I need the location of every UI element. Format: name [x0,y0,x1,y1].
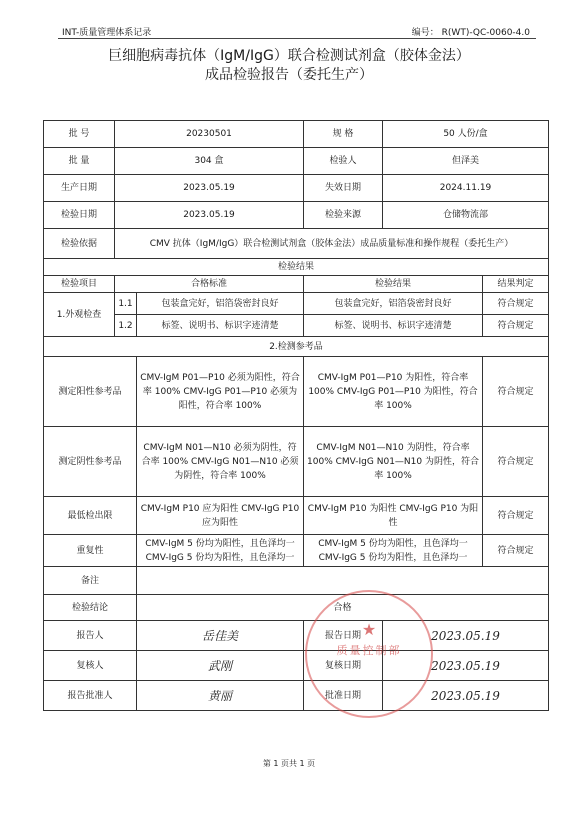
production-date-label: 生产日期 [44,175,115,202]
results-header-row [44,276,549,293]
source-value: 仓储物流部 [383,202,549,229]
reference-section-row [44,337,549,357]
page-number: 第 1 页共 1 页 [262,759,316,768]
info-row-test [44,202,549,229]
reference-result: CMV-IgM 5 份均为阳性，且色泽均一 CMV-IgG 5 份均为阳性，且色泽均一 [304,535,483,567]
header-doc-number: 编号： R(WT)-QC-0060-4.0 [411,28,530,38]
expiry-date-value: 2024.11.19 [383,175,549,202]
appearance-result: 包装盒完好，铝箔袋密封良好 [304,293,483,315]
appearance-standard: 包装盒完好，铝箔袋密封良好 [137,293,304,315]
results-section-title: 检验结果 [44,259,549,276]
reference-row-positive [44,357,549,427]
reference-judgement: 符合规定 [483,427,549,497]
appearance-result: 标签、说明书、标识字迹清楚 [304,315,483,337]
info-row-basis [44,229,549,259]
info-row-dates [44,175,549,202]
reference-label: 最低检出限 [44,497,137,535]
header-divider [58,38,536,39]
appearance-item-no: 1.1 [115,293,137,315]
reference-row-lod [44,497,549,535]
stamp-star-icon: ★ [361,620,377,639]
reference-section-title: 2.检测参考品 [44,337,549,357]
signoff-row-reporter [44,621,549,651]
report-title: 巨细胞病毒抗体（IgM/IgG）联合检测试剂盒（胶体金法） [108,48,470,64]
col-header-result: 检验结果 [304,276,483,293]
col-header-item: 检验项目 [44,276,115,293]
expiry-date-label: 失效日期 [304,175,383,202]
reference-label: 重复性 [44,535,137,567]
spec-label: 规 格 [304,121,383,148]
col-header-judgement: 结果判定 [483,276,549,293]
reference-result: CMV-IgM N01—N10 为阴性，符合率 100% CMV-IgG N01—N10 为阴性，符合率 100% [304,427,483,497]
reference-judgement: 符合规定 [483,497,549,535]
appearance-judgement: 符合规定 [483,315,549,337]
reference-standard: CMV-IgM N01—N10 必须为阴性，符合率 100% CMV-IgG N01—N10 必须为阴性，符合率 100% [137,427,304,497]
appearance-judgement: 符合规定 [483,293,549,315]
remarks-label: 备注 [44,567,137,595]
approver-label: 报告批准人 [44,681,137,711]
appearance-item-no: 1.2 [115,315,137,337]
remarks-row [44,567,549,595]
reference-standard: CMV-IgM P10 应为阳性 CMV-IgG P10 应为阳性 [137,497,304,535]
inspector-label: 检验人 [304,148,383,175]
inspection-report-table [43,120,549,711]
reference-judgement: 符合规定 [483,357,549,427]
results-section-row [44,259,549,276]
appearance-row-1 [44,293,549,315]
appearance-label: 1.外观检查 [44,293,115,337]
basis-label: 检验依据 [44,229,115,259]
reporter-signature: 岳佳美 [137,621,304,651]
source-label: 检验来源 [304,202,383,229]
batch-label: 批 号 [44,121,115,148]
remarks-value [137,567,549,595]
reference-standard: CMV-IgM 5 份均为阳性，且色泽均一 CMV-IgG 5 份均为阳性，且色泽均一 [137,535,304,567]
signoff-row-reviewer [44,651,549,681]
quantity-label: 批 量 [44,148,115,175]
info-row-quantity [44,148,549,175]
info-row-batch [44,121,549,148]
reference-row-repeatability [44,535,549,567]
production-date-value: 2023.05.19 [115,175,304,202]
report-date-label: 报告日期 [304,621,383,651]
basis-value: CMV 抗体（IgM/IgG）联合检测试剂盒（胶体金法）成品质量标准和操作规程（委托生产） [115,229,549,259]
reviewer-label: 复核人 [44,651,137,681]
conclusion-value: 合格 [137,595,549,621]
reporter-label: 报告人 [44,621,137,651]
quantity-value: 304 盒 [115,148,304,175]
review-date-label: 复核日期 [304,651,383,681]
reference-label: 测定阴性参考品 [44,427,137,497]
appearance-row-2 [44,315,549,337]
review-date-value: 2023.05.19 [383,651,549,681]
appearance-standard: 标签、说明书、标识字迹清楚 [137,315,304,337]
reference-result: CMV-IgM P01—P10 为阳性，符合率 100% CMV-IgG P01—P10 为阳性，符合率 100% [304,357,483,427]
test-date-label: 检验日期 [44,202,115,229]
inspector-value: 但泽美 [383,148,549,175]
reviewer-signature: 武刚 [137,651,304,681]
col-header-standard: 合格标准 [115,276,304,293]
conclusion-label: 检验结论 [44,595,137,621]
report-subtitle: 成品检验报告（委托生产） [205,67,373,83]
reference-standard: CMV-IgM P01—P10 必须为阳性，符合率 100% CMV-IgG P01—P10 必须为阳性，符合率 100% [137,357,304,427]
approve-date-value: 2023.05.19 [383,681,549,711]
signoff-row-approver [44,681,549,711]
approve-date-label: 批准日期 [304,681,383,711]
batch-value: 20230501 [115,121,304,148]
reference-label: 测定阳性参考品 [44,357,137,427]
conclusion-row [44,595,549,621]
spec-value: 50 人份/盒 [383,121,549,148]
reference-result: CMV-IgM P10 为阳性 CMV-IgG P10 为阳性 [304,497,483,535]
test-date-value: 2023.05.19 [115,202,304,229]
stamp-text: 质量控制部 [336,644,402,657]
report-date-value: 2023.05.19 [383,621,549,651]
reference-row-negative [44,427,549,497]
header-system-name: INT-质量管理体系记录 [62,28,152,38]
reference-judgement: 符合规定 [483,535,549,567]
approver-signature: 黄丽 [137,681,304,711]
